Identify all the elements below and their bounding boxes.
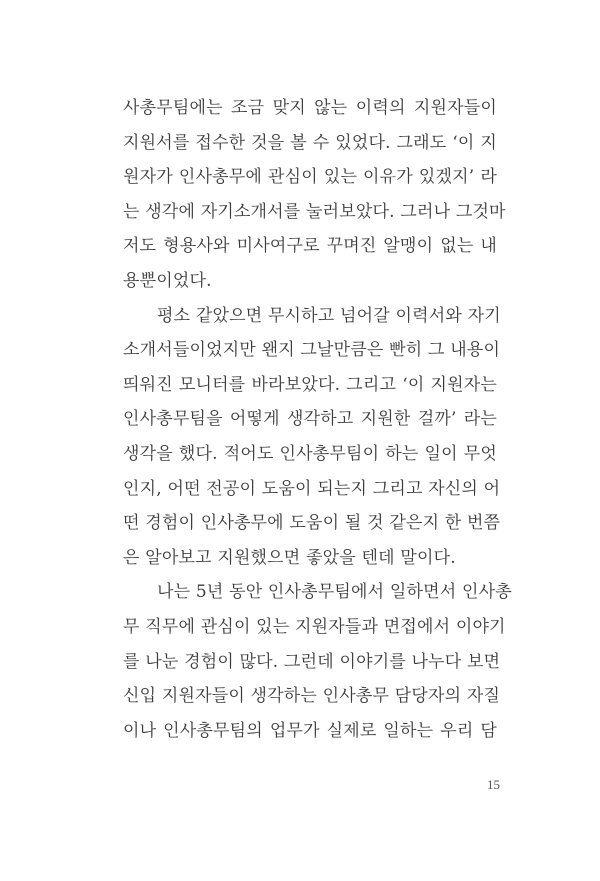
body-text <box>123 91 512 748</box>
text-line: 은 알아보고 지원했으면 좋았을 텐데 말이다. <box>123 547 456 568</box>
text-line: 소개서들이었지만 왠지 그날만큼은 빤히 그 내용이 <box>123 340 501 361</box>
text-line: 평소 같았으면 무시하고 넘어갈 이력서와 자기 <box>157 305 501 326</box>
text-line: 는 생각에 자기소개서를 눌러보았다. 그러나 그것마 <box>123 201 506 222</box>
text-line: 원자가 인사총무에 관심이 있는 이유가 있겠지’ 라 <box>123 167 497 188</box>
text-line: 저도 형용사와 미사여구로 꾸며진 알맹이 없는 내 <box>123 236 497 257</box>
text-line: 신입 지원자들이 생각하는 인사총무 담당자의 자질 <box>123 686 501 707</box>
text-line: 사총무팀에는 조금 맞지 않는 이력의 지원자들이 <box>123 98 497 118</box>
text-line: 지원서를 접수한 것을 볼 수 있었다. 그래도 ‘이 지 <box>123 132 497 153</box>
paragraph-3 <box>123 575 512 748</box>
text-line: 무 직무에 관심이 있는 지원자들과 면접에서 이야기 <box>123 616 506 637</box>
text-line: 떤 경험이 인사총무에 도움이 될 것 같은지 한 번쯤 <box>123 513 501 534</box>
text-line: 를 나눈 경험이 많다. 그런데 이야기를 나누다 보면 <box>123 651 501 672</box>
text-line: 나는 5년 동안 인사총무팀에서 일하면서 인사총 <box>157 582 512 603</box>
paragraph-2 <box>123 299 501 576</box>
text-line: 용뿐이었다. <box>123 270 212 291</box>
text-line: 인사총무팀을 어떻게 생각하고 지원한 걸까’ 라는 <box>123 409 497 430</box>
page-number: 15 <box>487 777 500 792</box>
text-line: 인지, 어떤 전공이 도움이 되는지 그리고 자신의 어 <box>123 478 501 499</box>
text-line: 이나 인사총무팀의 업무가 실제로 일하는 우리 담 <box>123 720 497 741</box>
paragraph-1 <box>123 91 506 299</box>
text-line: 띄워진 모니터를 바라보았다. 그리고 ‘이 지원자는 <box>123 374 497 395</box>
text-line: 생각을 했다. 적어도 인사총무팀이 하는 일이 무엇 <box>123 443 497 464</box>
